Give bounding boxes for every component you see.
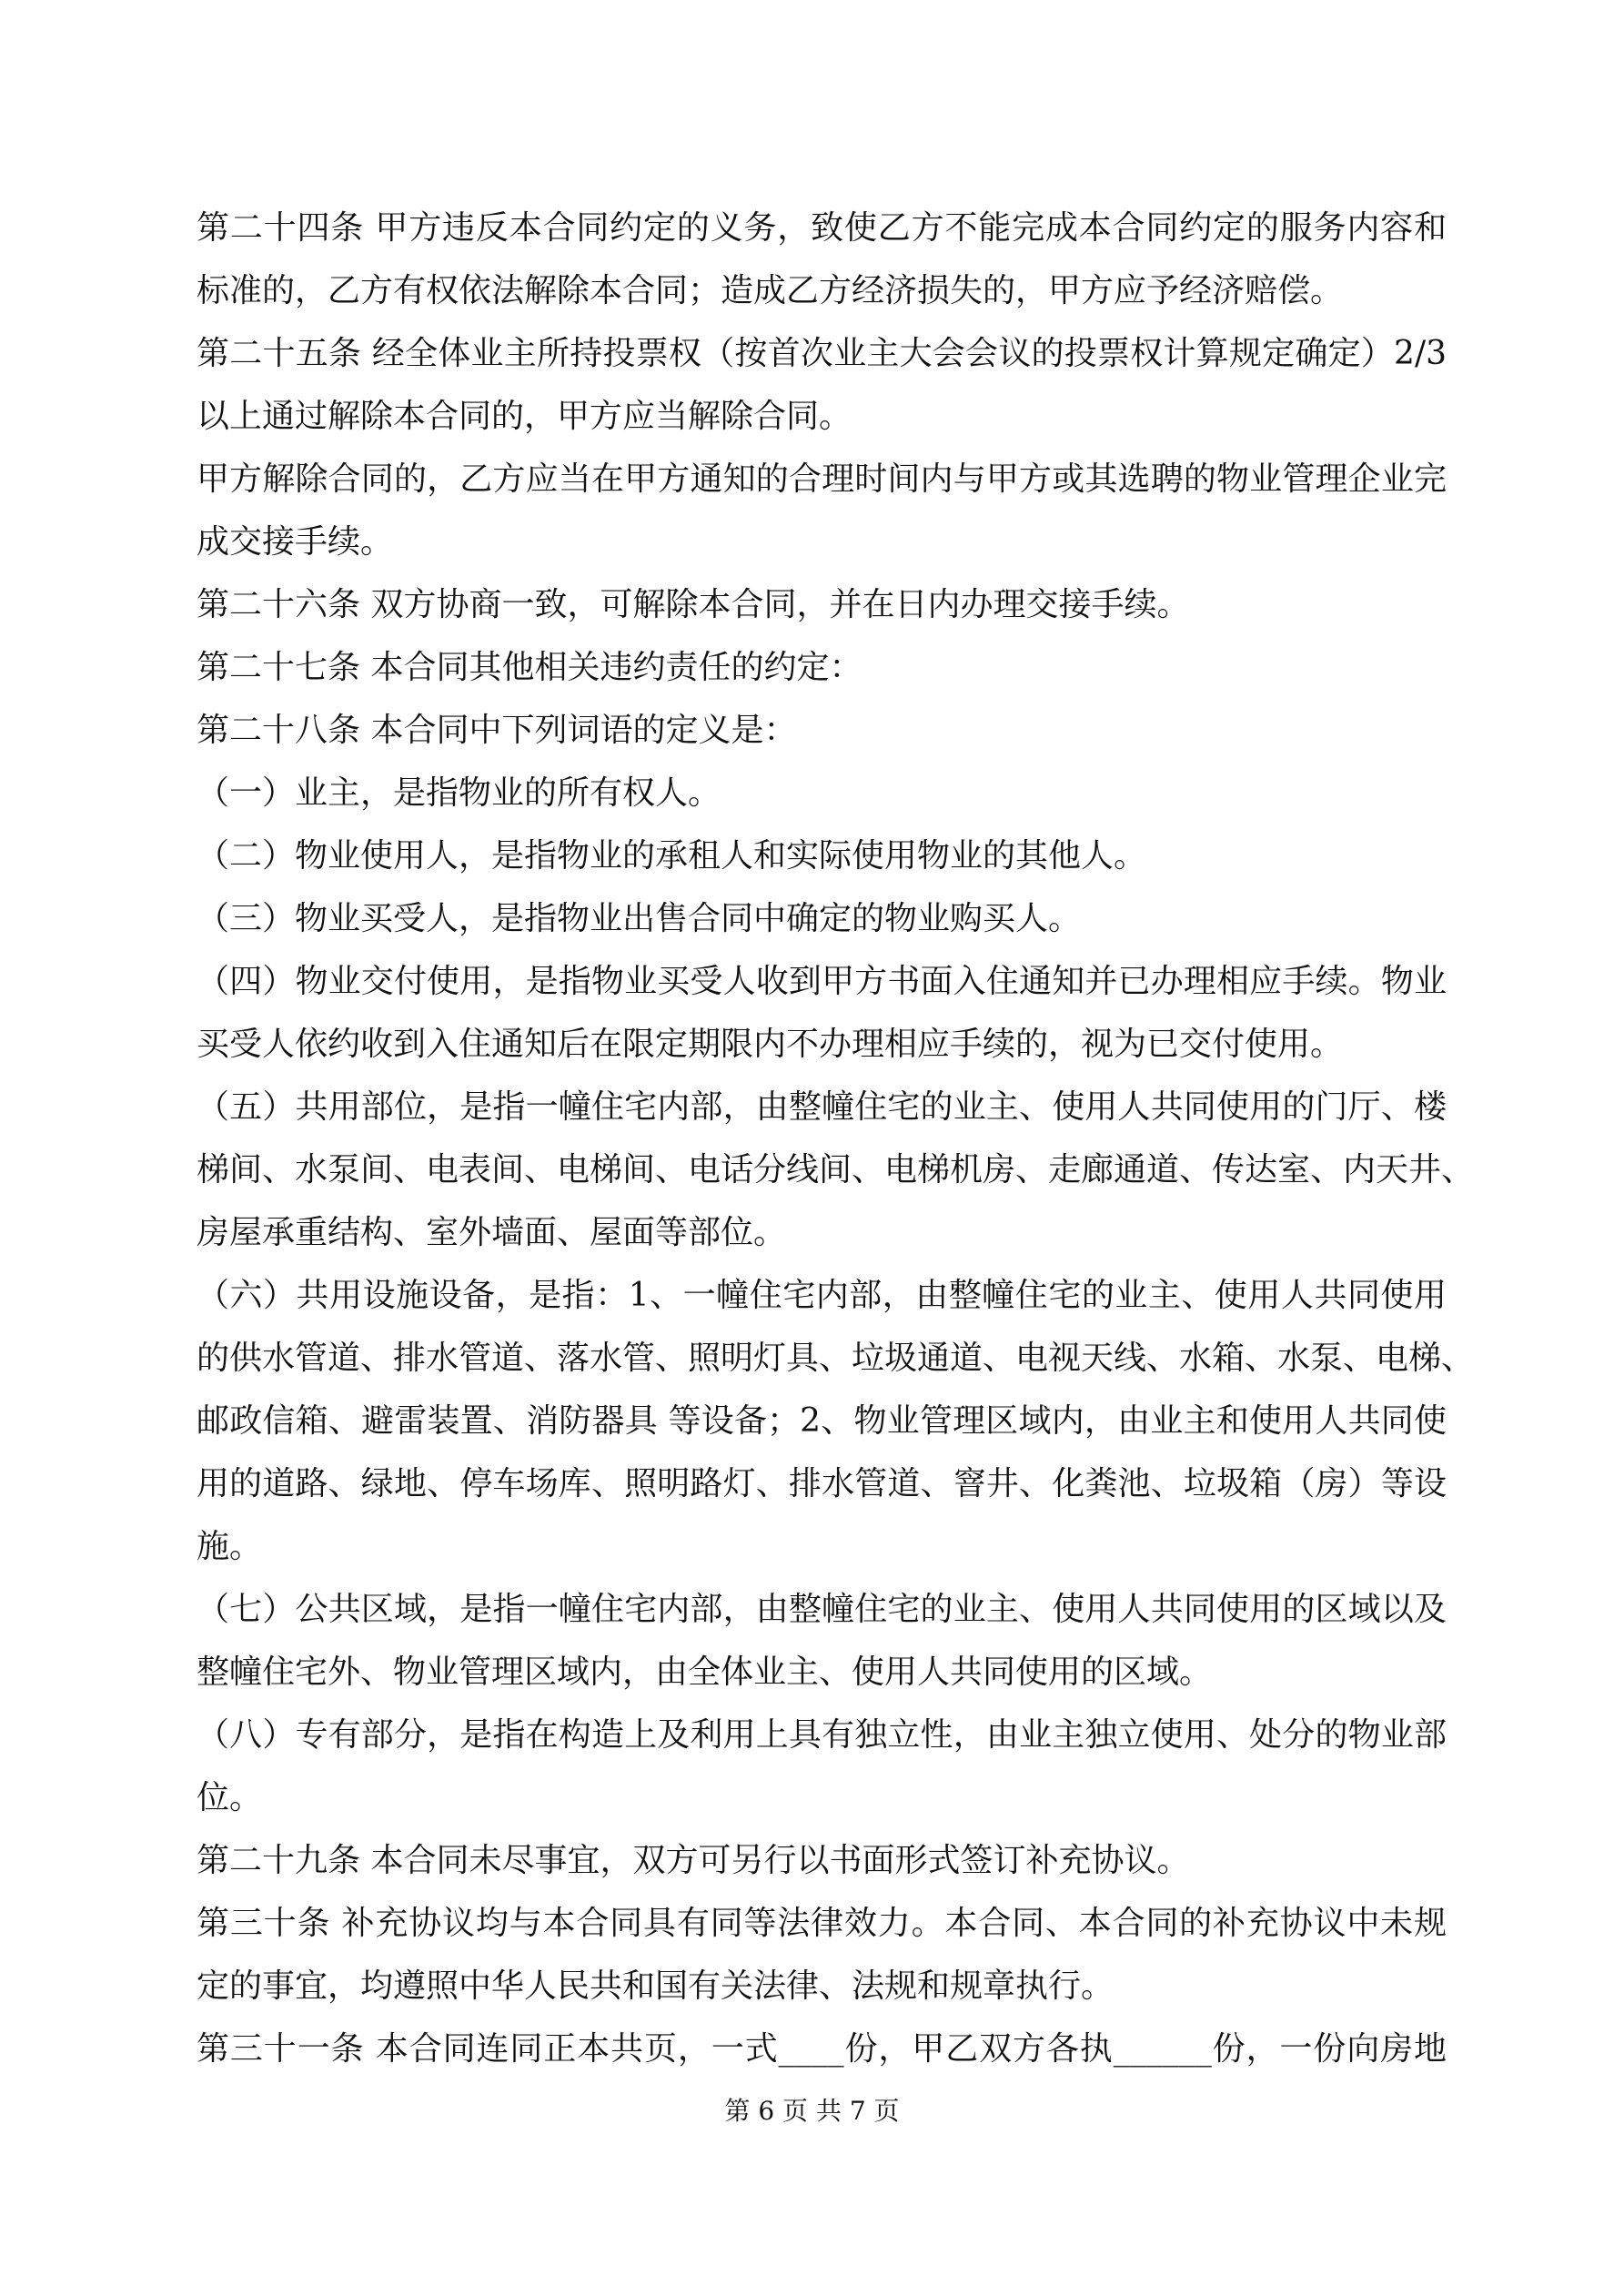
text-line: （五）共用部位，是指一幢住宅内部，由整幢住宅的业主、使用人共同使用的门厅、楼	[197, 1088, 1447, 1126]
text-line: 第三十一条 本合同连同正本共页，一式____份，甲乙双方各执______份，一份向房地	[197, 2030, 1447, 2068]
paragraph	[197, 197, 1447, 322]
paragraph	[197, 1076, 1475, 1264]
text-line: 标准的，乙方有权依法解除本合同；造成乙方经济损失的，甲方应予经济赔偿。	[197, 272, 1344, 309]
text-line: 第二十五条 经全体业主所持投票权（按首次业主大会会议的投票权计算规定确定）2/3	[197, 335, 1447, 372]
text-line: （一）业主，是指物业的所有权人。	[197, 774, 721, 812]
text-line: 用的道路、绿地、停车场库、照明路灯、排水管道、窨井、化粪池、垃圾箱（房）等设	[197, 1465, 1447, 1502]
text-line: （六）共用设施设备，是指：1、一幢住宅内部，由整幢住宅的业主、使用人共同使用	[197, 1277, 1447, 1314]
paragraph	[197, 824, 1447, 887]
paragraph	[197, 1829, 1447, 1892]
paragraph	[197, 1704, 1447, 1829]
text-line: 定的事宜，均遵照中华人民共和国有关法律、法规和规章执行。	[197, 1967, 1115, 2005]
text-line: 以上通过解除本合同的，甲方应当解除合同。	[197, 398, 852, 435]
paragraph	[197, 699, 1447, 762]
text-line: 第二十四条 甲方违反本合同约定的义务，致使乙方不能完成本合同约定的服务内容和	[197, 209, 1447, 247]
paragraph	[197, 887, 1447, 950]
text-line: 梯间、水泵间、电表间、电梯间、电话分线间、电梯机房、走廊通道、传达室、内天井、	[197, 1151, 1475, 1188]
paragraph	[197, 448, 1447, 573]
text-line: 施。	[197, 1528, 263, 1565]
text-line: 第二十六条 双方协商一致，可解除本合同，并在日内办理交接手续。	[197, 586, 1190, 623]
text-line: 房屋承重结构、室外墙面、屋面等部位。	[197, 1214, 787, 1251]
text-line: 第二十七条 本合同其他相关违约责任的约定：	[197, 649, 862, 686]
text-line: 买受人依约收到入住通知后在限定期限内不办理相应手续的，视为已交付使用。	[197, 1026, 1344, 1063]
paragraph	[197, 762, 1447, 824]
text-line: 邮政信箱、避雷装置、消防器具 等设备；2、物业管理区域内，由业主和使用人共同使	[197, 1402, 1447, 1440]
paragraph	[197, 1578, 1447, 1704]
paragraph	[197, 1264, 1475, 1578]
text-line: 的供水管道、排水管道、落水管、照明灯具、垃圾通道、电视天线、水箱、水泵、电梯、	[197, 1340, 1475, 1377]
text-line: （八）专有部分，是指在构造上及利用上具有独立性，由业主独立使用、处分的物业部	[197, 1716, 1447, 1754]
document-body	[197, 197, 1475, 2080]
text-line: （三）物业买受人，是指物业出售合同中确定的物业购买人。	[197, 900, 1082, 937]
text-line: 甲方解除合同的，乙方应当在甲方通知的合理时间内与甲方或其选聘的物业管理企业完	[197, 460, 1447, 498]
page-number-footer: 第 6 页 共 7 页	[724, 2096, 900, 2126]
text-line: 位。	[197, 1779, 263, 1816]
text-line: 第三十条 补充协议均与本合同具有同等法律效力。本合同、本合同的补充协议中未规	[197, 1905, 1447, 1942]
text-line: （七）公共区域，是指一幢住宅内部，由整幢住宅的业主、使用人共同使用的区域以及	[197, 1591, 1447, 1628]
text-line: 成交接手续。	[197, 523, 394, 561]
paragraph	[197, 573, 1447, 636]
text-line: （四）物业交付使用，是指物业买受人收到甲方书面入住通知并已办理相应手续。物业	[197, 963, 1447, 1000]
paragraph	[197, 2018, 1447, 2080]
paragraph	[197, 1892, 1447, 2018]
paragraph	[197, 950, 1447, 1076]
text-line: 第二十九条 本合同未尽事宜，双方可另行以书面形式签订补充协议。	[197, 1842, 1190, 1879]
paragraph	[197, 322, 1447, 448]
paragraph	[197, 636, 1447, 699]
text-line: 整幢住宅外、物业管理区域内，由全体业主、使用人共同使用的区域。	[197, 1654, 1213, 1691]
text-line: （二）物业使用人，是指物业的承租人和实际使用物业的其他人。	[197, 837, 1147, 875]
text-line: 第二十八条 本合同中下列词语的定义是：	[197, 712, 797, 749]
